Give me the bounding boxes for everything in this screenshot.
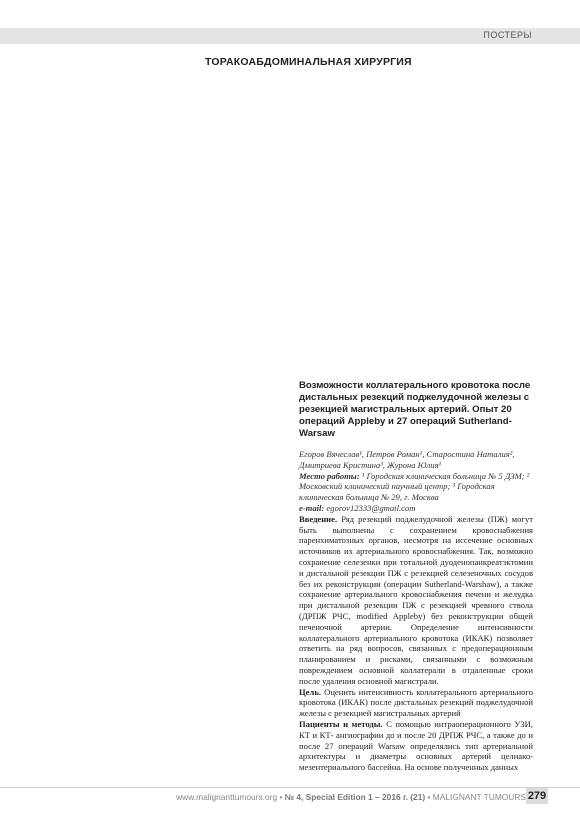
article-body	[299, 514, 533, 773]
aim-paragraph	[299, 687, 533, 719]
footer-bullet: •	[427, 792, 433, 802]
methods-text: С помощью интраоперационного УЗИ, КТ и КТ- ангиографии до и после 20 ДРПЖ РЧС, а также до и после 27 операций Warsaw определялись тип артериальной архитектуры и диаметры основных артерий целиако-мезентериального бассейна. На основе полученных данных	[299, 718, 533, 773]
intro-paragraph	[299, 514, 533, 687]
article-title: Возможности коллатерального кровотока после дистальных резекций поджелудочной железы с резекцией магистральных артерий. Опыт 20 операций Appleby и 27 операций Sutherland-Warsaw	[299, 380, 531, 439]
methods-label: Пациенты и методы.	[299, 718, 383, 729]
email-link[interactable]: egorov12333@gmail.com	[326, 502, 416, 513]
intro-text: Ряд резекций поджелудочной железы (ПЖ) могут быть выполнены с сохранением кровоснабжения паренхиматозных органов, несмотря на иссечение основных источников их артериального кровоснабжения. Так, возможно сохранение селезенки при тотальной дуоденопанкреатэктомии и дистальной резекции ПЖ с резекцией селезеночных сосудов без их реконструкции (операции Sutherland-Warshaw), а также сохранение артериального кровоснабжения печени и желудка при дистальной резекции ПЖ с резекцией чревного ствола (ДРПЖ РЧС, modified Appleby) без реконструкции общей печеночной артерии. Определение интенсивности коллатерального артериального кровотока (ИКАК) позволяет ответить на ряд вопросов, связанных с предоперационным планированием и рисками, связанными с возможным повреждением основной коллатерали в отдаленные сроки после удаления основной магистрали.	[299, 513, 533, 686]
footer-divider	[0, 787, 580, 788]
workplace-label: Место работы:	[299, 470, 360, 481]
methods-paragraph	[299, 719, 533, 773]
footer-site-link[interactable]: www.malignanttumours.org	[176, 792, 278, 802]
workplace	[299, 471, 533, 503]
footer-issue: № 4, Special Edition 1 – 2016 г. (21)	[284, 792, 426, 802]
intro-label: Введение.	[299, 513, 338, 524]
footer	[176, 792, 526, 802]
workplace-text: ¹ Городская клиническая больница № 5 ДЗМ; ² Московский клинический научный центр; ³ Городская клиническая больница № 29, г. Москва	[299, 470, 530, 503]
page-title: ТОРАКОАБДОМИНАЛЬНАЯ ХИРУРГИЯ	[205, 56, 412, 68]
article	[299, 380, 533, 773]
email-label: e-mail:	[299, 502, 325, 513]
footer-bullet: •	[279, 792, 285, 802]
authors: Егоров Вячеслав¹, Петров Роман¹, Старостина Наталия², Дмитриева Кристина³, Журона Юлия¹	[299, 449, 515, 470]
section-label: ПОСТЕРЫ	[483, 30, 532, 40]
aim-text: Оценить интенсивность коллатерального артериального кровотока (ИКАК) после дистальных резекций поджелудочной железы с резекцией магистральных артерий	[299, 686, 533, 719]
footer-journal: MALIGNANT TUMOURS	[432, 792, 526, 802]
aim-label: Цель.	[299, 686, 322, 697]
email	[299, 503, 533, 514]
page-number: 279	[527, 790, 547, 802]
